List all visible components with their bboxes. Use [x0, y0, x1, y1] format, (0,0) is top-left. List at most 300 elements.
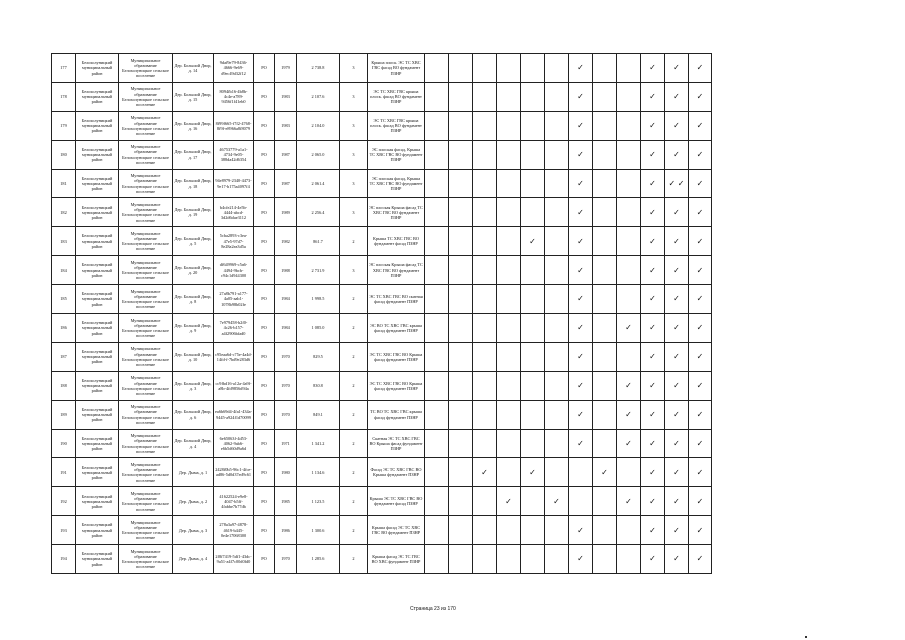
total-area-cell: 1 123.5 [297, 487, 340, 516]
house-guid-cell: 8f99f665-f7f2-4768-8f9f-e8966a8f8079 [214, 111, 254, 140]
check-mark-cell: ✓ [665, 198, 689, 227]
empty-mark-cell [617, 256, 641, 285]
total-area-cell: 1 085.0 [297, 314, 340, 343]
empty-mark-cell [473, 54, 497, 83]
empty-mark-cell [545, 227, 569, 256]
empty-mark-cell [425, 400, 449, 429]
check-mark-cell: ✓ [689, 169, 712, 198]
check-mark-cell: ✓ [497, 487, 521, 516]
row-number-cell: 188 [52, 371, 76, 400]
empty-mark-cell [593, 342, 617, 371]
build-year-cell: 1982 [275, 227, 297, 256]
row-number-cell: 182 [52, 198, 76, 227]
total-area-cell: 1 134.6 [297, 458, 340, 487]
check-mark-cell: ✓ [665, 516, 689, 545]
empty-mark-cell [545, 111, 569, 140]
empty-mark-cell [521, 256, 545, 285]
empty-mark-cell [521, 314, 545, 343]
table-row [52, 545, 712, 574]
empty-mark-cell [497, 545, 521, 574]
management-form-cell: РО [254, 285, 275, 314]
empty-mark-cell [497, 458, 521, 487]
check-mark-cell: ✓ [689, 429, 712, 458]
district-name-cell: Белохолуницкий муниципальный район [76, 54, 119, 83]
planned-works-cell: Крыша ТС ХВС ГВС ВО фундамент фасад ПЗНР [368, 227, 425, 256]
empty-mark-cell [545, 458, 569, 487]
empty-mark-cell [449, 285, 473, 314]
floor-count-cell: 2 [340, 371, 368, 400]
planned-works-cell: ЭС ТС ХВС ГВС крыша плоск. фасад ВО фундамент ПЗНР [368, 82, 425, 111]
table-row [52, 140, 712, 169]
check-mark-cell: ✓ [665, 342, 689, 371]
empty-mark-cell [425, 545, 449, 574]
check-mark-cell: ✓ [689, 487, 712, 516]
empty-mark-cell [497, 400, 521, 429]
check-mark-cell: ✓ [641, 285, 665, 314]
row-number-cell: 183 [52, 227, 76, 256]
total-area-cell: 2 061.4 [297, 169, 340, 198]
check-mark-cell: ✓ [641, 82, 665, 111]
management-form-cell: РО [254, 314, 275, 343]
check-mark-cell: ✓ [569, 371, 593, 400]
empty-mark-cell [545, 429, 569, 458]
check-mark-cell: ✓ [689, 227, 712, 256]
table-row [52, 429, 712, 458]
empty-mark-cell [545, 342, 569, 371]
empty-mark-cell [425, 314, 449, 343]
owner-name-cell: Муниципальное образование Белохолуницкое сельское поселение [119, 54, 173, 83]
management-form-cell: РО [254, 342, 275, 371]
empty-mark-cell [425, 256, 449, 285]
check-mark-cell: ✓ [689, 371, 712, 400]
row-number-cell: 180 [52, 140, 76, 169]
check-mark-cell: ✓ ✓ [665, 169, 689, 198]
empty-mark-cell [497, 198, 521, 227]
table-row [52, 371, 712, 400]
planned-works-cell: ЭС плоская Крыша фасад ТС ХВС ГВС ВО фундамент ПЗНР [368, 256, 425, 285]
floor-count-cell: 3 [340, 198, 368, 227]
check-mark-cell: ✓ [689, 342, 712, 371]
address-cell: Дер. Большой Двор, д. 19 [173, 198, 214, 227]
address-cell: Дер. Большой Двор, д. 15 [173, 82, 214, 111]
empty-mark-cell [593, 545, 617, 574]
total-area-cell: 2 731.9 [297, 256, 340, 285]
owner-name-cell: Муниципальное образование Белохолуницкое сельское поселение [119, 314, 173, 343]
check-mark-cell: ✓ [665, 82, 689, 111]
total-area-cell: 829.5 [297, 342, 340, 371]
empty-mark-cell [617, 227, 641, 256]
empty-mark-cell [425, 285, 449, 314]
empty-mark-cell [473, 545, 497, 574]
empty-mark-cell [473, 342, 497, 371]
house-guid-cell: c95eaa6d-c75e-4a4d-14fd-f-7bd9e283d6 [214, 342, 254, 371]
row-number-cell: 189 [52, 400, 76, 429]
owner-name-cell: Муниципальное образование Белохолуницкое сельское поселение [119, 140, 173, 169]
empty-mark-cell [593, 400, 617, 429]
check-mark-cell: ✓ [569, 227, 593, 256]
house-guid-cell: df649969-c5a6-4494-9bcb-c94c1d944300 [214, 256, 254, 285]
check-mark-cell: ✓ [473, 458, 497, 487]
table-row [52, 82, 712, 111]
empty-mark-cell [473, 429, 497, 458]
check-mark-cell: ✓ [545, 487, 569, 516]
empty-mark-cell [545, 400, 569, 429]
empty-mark-cell [425, 140, 449, 169]
empty-mark-cell [545, 285, 569, 314]
housing-register-table [51, 53, 712, 574]
address-cell: Дер. Большой Двор, д. 17 [173, 140, 214, 169]
empty-mark-cell [497, 342, 521, 371]
check-mark-cell: ✓ [641, 140, 665, 169]
empty-mark-cell [521, 545, 545, 574]
build-year-cell: 1987 [275, 169, 297, 198]
address-cell: Дер. Большой Двор, д. 5 [173, 227, 214, 256]
empty-mark-cell [521, 429, 545, 458]
address-cell: Дер. Большой Двор, д. 14 [173, 54, 214, 83]
empty-mark-cell [473, 169, 497, 198]
check-mark-cell: ✓ [689, 54, 712, 83]
empty-mark-cell [497, 54, 521, 83]
empty-mark-cell [497, 314, 521, 343]
owner-name-cell: Муниципальное образование Белохолуницкое сельское поселение [119, 429, 173, 458]
owner-name-cell: Муниципальное образование Белохолуницкое сельское поселение [119, 516, 173, 545]
floor-count-cell: 2 [340, 516, 368, 545]
empty-mark-cell [449, 169, 473, 198]
empty-mark-cell [545, 140, 569, 169]
total-area-cell: 2 256.4 [297, 198, 340, 227]
check-mark-cell: ✓ [665, 140, 689, 169]
empty-mark-cell [497, 82, 521, 111]
check-mark-cell: ✓ [665, 227, 689, 256]
table-row [52, 400, 712, 429]
empty-mark-cell [449, 227, 473, 256]
empty-mark-cell [473, 198, 497, 227]
empty-mark-cell [545, 516, 569, 545]
address-cell: Дер. Большой Двор, д. 4 [173, 429, 214, 458]
check-mark-cell: ✓ [569, 54, 593, 83]
empty-mark-cell [545, 82, 569, 111]
table-body [52, 54, 712, 574]
empty-mark-cell [449, 111, 473, 140]
check-mark-cell: ✓ [641, 458, 665, 487]
management-form-cell: РО [254, 140, 275, 169]
planned-works-cell: Крыша плоск. ЭС ТС ХВС ГВС фасад ВО фундамент ПЗНР [368, 54, 425, 83]
planned-works-cell: ЭС ТС ХВС ГВС ВО скатная фасад фундамент ПЗНР [368, 285, 425, 314]
check-mark-cell: ✓ [689, 198, 712, 227]
empty-mark-cell [449, 342, 473, 371]
row-number-cell: 187 [52, 342, 76, 371]
empty-mark-cell [425, 429, 449, 458]
empty-mark-cell [521, 487, 545, 516]
empty-mark-cell [617, 458, 641, 487]
check-mark-cell: ✓ [641, 371, 665, 400]
table-row [52, 458, 712, 487]
check-mark-cell: ✓ [641, 169, 665, 198]
check-mark-cell: ✓ [641, 227, 665, 256]
empty-mark-cell [497, 256, 521, 285]
total-area-cell: 849.1 [297, 400, 340, 429]
row-number-cell: 194 [52, 545, 76, 574]
floor-count-cell: 2 [340, 285, 368, 314]
empty-mark-cell [617, 54, 641, 83]
table-row [52, 314, 712, 343]
check-mark-cell: ✓ [689, 516, 712, 545]
management-form-cell: РО [254, 458, 275, 487]
empty-mark-cell [449, 256, 473, 285]
empty-mark-cell [497, 429, 521, 458]
table-row [52, 227, 712, 256]
empty-mark-cell [569, 458, 593, 487]
empty-mark-cell [497, 140, 521, 169]
address-cell: Дер. Дыма, д. 2 [173, 487, 214, 516]
empty-mark-cell [425, 371, 449, 400]
check-mark-cell: ✓ [569, 545, 593, 574]
floor-count-cell: 2 [340, 545, 368, 574]
total-area-cell: 1 285.6 [297, 545, 340, 574]
district-name-cell: Белохолуницкий муниципальный район [76, 256, 119, 285]
house-guid-cell: 2f8f7419-5df1-43dc-9a51-a4f7c00d0fd0 [214, 545, 254, 574]
empty-mark-cell [617, 516, 641, 545]
floor-count-cell: 3 [340, 256, 368, 285]
empty-mark-cell [545, 545, 569, 574]
empty-mark-cell [449, 371, 473, 400]
check-mark-cell: ✓ [641, 487, 665, 516]
table-row [52, 256, 712, 285]
page-number: Страница 23 из 170 [410, 606, 456, 612]
check-mark-cell: ✓ [689, 140, 712, 169]
management-form-cell: РО [254, 400, 275, 429]
floor-count-cell: 2 [340, 458, 368, 487]
empty-mark-cell [497, 285, 521, 314]
empty-mark-cell [449, 82, 473, 111]
check-mark-cell: ✓ [617, 371, 641, 400]
house-guid-cell: 2428f0b5-96c1-4fce-ad86-5d0d37ed9c61 [214, 458, 254, 487]
total-area-cell: 1 300.6 [297, 516, 340, 545]
planned-works-cell: ЭС ТС ХВС ГВС крыша плоск. фасад ВО фундамент ПЗНР [368, 111, 425, 140]
check-mark-cell: ✓ [617, 314, 641, 343]
planned-works-cell: ЭС ВО ТС ХВС ГВС крыша фасад фундамент ПЗНР [368, 314, 425, 343]
management-form-cell: РО [254, 169, 275, 198]
check-mark-cell: ✓ [569, 342, 593, 371]
district-name-cell: Белохолуницкий муниципальный район [76, 545, 119, 574]
check-mark-cell: ✓ [665, 400, 689, 429]
floor-count-cell: 2 [340, 342, 368, 371]
table-row [52, 198, 712, 227]
empty-mark-cell [521, 82, 545, 111]
empty-mark-cell [593, 285, 617, 314]
house-guid-cell: 46753779-a1a1-4734-9e05-388da42d6354 [214, 140, 254, 169]
empty-mark-cell [545, 169, 569, 198]
owner-name-cell: Муниципальное образование Белохолуницкое сельское поселение [119, 285, 173, 314]
address-cell: Дер. Большой Двор, д. 16 [173, 111, 214, 140]
address-cell: Дер. Дыма, д. 1 [173, 458, 214, 487]
floor-count-cell: 3 [340, 140, 368, 169]
check-mark-cell: ✓ [665, 545, 689, 574]
build-year-cell: 1985 [275, 487, 297, 516]
empty-mark-cell [473, 371, 497, 400]
planned-works-cell: Крыша фасад ЭС ТС ГВС ВО ХВС фундамент ПЗНР [368, 545, 425, 574]
row-number-cell: 190 [52, 429, 76, 458]
empty-mark-cell [497, 516, 521, 545]
build-year-cell: 1989 [275, 198, 297, 227]
check-mark-cell: ✓ [617, 400, 641, 429]
planned-works-cell: ТС ВО ТС ХВС ГВС крыша фасад фундамент ПЗНР [368, 400, 425, 429]
check-mark-cell: ✓ [689, 458, 712, 487]
house-guid-cell: 5cba2893-c3ea-47e5-97d7-8e28a2ea3d5a [214, 227, 254, 256]
planned-works-cell: ЭС плоская фасад, Крыша ТС ХВС ГВС ВО фундамент ПЗНР [368, 140, 425, 169]
house-guid-cell: ea6b69d4-4fa1-434a-9445-a924f1d70099 [214, 400, 254, 429]
empty-mark-cell [449, 458, 473, 487]
empty-mark-cell [449, 429, 473, 458]
total-area-cell: 830.8 [297, 371, 340, 400]
address-cell: Дер. Дыма, д. 4 [173, 545, 214, 574]
empty-mark-cell [425, 458, 449, 487]
empty-mark-cell [521, 169, 545, 198]
build-year-cell: 1986 [275, 516, 297, 545]
management-form-cell: РО [254, 429, 275, 458]
check-mark-cell: ✓ [569, 140, 593, 169]
check-mark-cell: ✓ [665, 458, 689, 487]
address-cell: Дер. Большой Двор, д. 3 [173, 371, 214, 400]
check-mark-cell: ✓ [569, 198, 593, 227]
house-guid-cell: 6e65063f-4d53-4062-9ab6-e6b5d60d9a6d [214, 429, 254, 458]
empty-mark-cell [449, 516, 473, 545]
house-guid-cell: cc9fbd16-a12a-4a9f-a8b-4fd9856d94a [214, 371, 254, 400]
planned-works-cell: Скатная ЭС ТС ХВС ГВС ВО Крыша фасад фундамент ПЗНР [368, 429, 425, 458]
empty-mark-cell [521, 400, 545, 429]
empty-mark-cell [617, 198, 641, 227]
empty-mark-cell [617, 545, 641, 574]
check-mark-cell: ✓ [689, 82, 712, 111]
empty-mark-cell [473, 82, 497, 111]
check-mark-cell: ✓ [665, 429, 689, 458]
build-year-cell: 1970 [275, 400, 297, 429]
empty-mark-cell [449, 400, 473, 429]
empty-mark-cell [425, 342, 449, 371]
empty-mark-cell [593, 256, 617, 285]
check-mark-cell: ✓ [665, 111, 689, 140]
empty-mark-cell [593, 82, 617, 111]
house-guid-cell: 94e8979-2340-4473-9e17-b175a4097f4 [214, 169, 254, 198]
owner-name-cell: Муниципальное образование Белохолуницкое сельское поселение [119, 198, 173, 227]
empty-mark-cell [593, 111, 617, 140]
empty-mark-cell [521, 342, 545, 371]
total-area-cell: 1 998.5 [297, 285, 340, 314]
house-guid-cell: 9daf9e79-8436-4666-9e69-d9ec49d32f12 [214, 54, 254, 83]
empty-mark-cell [593, 169, 617, 198]
management-form-cell: РО [254, 516, 275, 545]
district-name-cell: Белохолуницкий муниципальный район [76, 516, 119, 545]
check-mark-cell: ✓ [569, 285, 593, 314]
total-area-cell: 2 065.0 [297, 140, 340, 169]
check-mark-cell: ✓ [665, 487, 689, 516]
build-year-cell: 1988 [275, 256, 297, 285]
floor-count-cell: 2 [340, 227, 368, 256]
management-form-cell: РО [254, 227, 275, 256]
empty-mark-cell [545, 371, 569, 400]
check-mark-cell: ✓ [641, 516, 665, 545]
check-mark-cell: ✓ [569, 111, 593, 140]
check-mark-cell: ✓ [665, 54, 689, 83]
owner-name-cell: Муниципальное образование Белохолуницкое сельское поселение [119, 342, 173, 371]
district-name-cell: Белохолуницкий муниципальный район [76, 169, 119, 198]
check-mark-cell: ✓ [569, 314, 593, 343]
build-year-cell: 1983 [275, 82, 297, 111]
district-name-cell: Белохолуницкий муниципальный район [76, 140, 119, 169]
table-row [52, 169, 712, 198]
planned-works-cell: Крыша фасад ЭС ТС ХВС ГВС ВО фундамент ПЗНР [368, 516, 425, 545]
district-name-cell: Белохолуницкий муниципальный район [76, 400, 119, 429]
empty-mark-cell [617, 169, 641, 198]
empty-mark-cell [473, 285, 497, 314]
check-mark-cell: ✓ [569, 82, 593, 111]
empty-mark-cell [593, 227, 617, 256]
empty-mark-cell [521, 54, 545, 83]
owner-name-cell: Муниципальное образование Белохолуницкое сельское поселение [119, 487, 173, 516]
build-year-cell: 1984 [275, 314, 297, 343]
build-year-cell: 1970 [275, 342, 297, 371]
owner-name-cell: Муниципальное образование Белохолуницкое сельское поселение [119, 371, 173, 400]
row-number-cell: 193 [52, 516, 76, 545]
empty-mark-cell [593, 198, 617, 227]
check-mark-cell: ✓ [689, 400, 712, 429]
address-cell: Дер. Большой Двор, д. 8 [173, 285, 214, 314]
owner-name-cell: Муниципальное образование Белохолуницкое сельское поселение [119, 169, 173, 198]
address-cell: Дер. Большой Двор, д. 10 [173, 342, 214, 371]
check-mark-cell: ✓ [569, 169, 593, 198]
management-form-cell: РО [254, 371, 275, 400]
address-cell: Дер. Дыма, д. 3 [173, 516, 214, 545]
empty-mark-cell [425, 227, 449, 256]
management-form-cell: РО [254, 82, 275, 111]
empty-mark-cell [473, 256, 497, 285]
empty-mark-cell [593, 371, 617, 400]
empty-mark-cell [473, 227, 497, 256]
district-name-cell: Белохолуницкий муниципальный район [76, 487, 119, 516]
address-cell: Дер. Большой Двор, д. 9 [173, 314, 214, 343]
check-mark-cell: ✓ [617, 487, 641, 516]
empty-mark-cell [425, 516, 449, 545]
district-name-cell: Белохолуницкий муниципальный район [76, 111, 119, 140]
owner-name-cell: Муниципальное образование Белохолуницкое сельское поселение [119, 458, 173, 487]
empty-mark-cell [497, 111, 521, 140]
row-number-cell: 178 [52, 82, 76, 111]
check-mark-cell: ✓ [521, 458, 545, 487]
check-mark-cell: ✓ [689, 111, 712, 140]
check-mark-cell: ✓ [665, 314, 689, 343]
build-year-cell: 1970 [275, 545, 297, 574]
management-form-cell: РО [254, 198, 275, 227]
total-area-cell: 2 107.6 [297, 82, 340, 111]
build-year-cell: 1971 [275, 429, 297, 458]
empty-mark-cell [545, 314, 569, 343]
check-mark-cell: ✓ [641, 545, 665, 574]
build-year-cell: 1980 [275, 458, 297, 487]
house-guid-cell: 41622524-e9e8-4047-b5ff-4fabbe7b77db [214, 487, 254, 516]
table-row [52, 516, 712, 545]
floor-count-cell: 3 [340, 169, 368, 198]
empty-mark-cell [425, 54, 449, 83]
empty-mark-cell [425, 82, 449, 111]
floor-count-cell: 3 [340, 111, 368, 140]
management-form-cell: РО [254, 545, 275, 574]
empty-mark-cell [593, 140, 617, 169]
empty-mark-cell [617, 82, 641, 111]
empty-mark-cell [449, 54, 473, 83]
district-name-cell: Белохолуницкий муниципальный район [76, 342, 119, 371]
empty-mark-cell [593, 487, 617, 516]
owner-name-cell: Муниципальное образование Белохолуницкое сельское поселение [119, 82, 173, 111]
